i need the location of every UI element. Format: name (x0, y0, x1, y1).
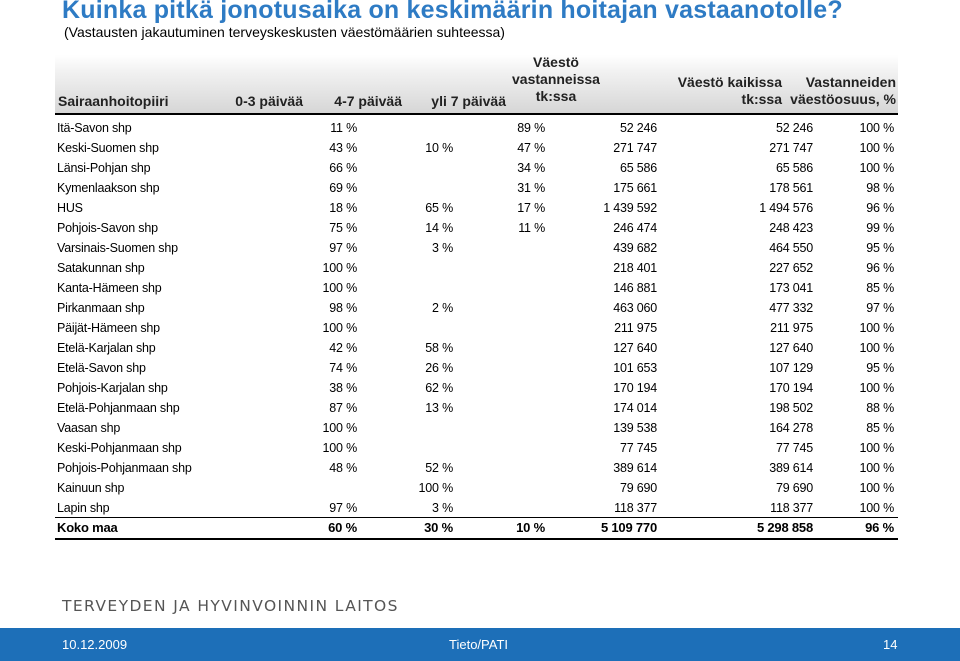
table-bottom-border (55, 538, 898, 540)
cell-vaestoosuus: 98 % (866, 181, 894, 195)
table-row (55, 218, 898, 238)
cell-vaesto-vastanneissa: 101 653 (613, 361, 657, 375)
cell-vaesto-kaikissa: 127 640 (769, 341, 813, 355)
cell-0-3-paivaa: 42 % (329, 341, 357, 355)
header-sairaanhoitopiiri: Sairaanhoitopiiri (58, 93, 169, 109)
footer-page-number: 14 (883, 637, 898, 652)
cell-0-3-paivaa: 43 % (329, 141, 357, 155)
cell-0-3-paivaa: 97 % (329, 501, 357, 515)
cell-vaesto-vastanneissa: 65 586 (619, 161, 657, 175)
cell-vaestoosuus: 100 % (859, 141, 894, 155)
cell-vaesto-kaikissa: 389 614 (769, 461, 813, 475)
footer-date: 10.12.2009 (62, 637, 128, 652)
table-row (55, 278, 898, 298)
table-row (55, 458, 898, 478)
table-row (55, 138, 898, 158)
cell-sairaanhoitopiiri: Vaasan shp (57, 421, 121, 435)
header-0-3-paivaa: 0-3 päivää (235, 93, 303, 109)
cell-vaestoosuus: 99 % (866, 221, 894, 235)
table-body (55, 118, 898, 518)
total-row (55, 518, 898, 538)
cell-vaesto-kaikissa: 173 041 (769, 281, 813, 295)
table-row (55, 318, 898, 338)
table-row (55, 438, 898, 458)
cell-0-3-paivaa: 100 % (322, 421, 357, 435)
cell-sairaanhoitopiiri: Lapin shp (57, 501, 110, 515)
cell-vaesto-vastanneissa: 439 682 (613, 241, 657, 255)
cell-yli-7-paivaa: 34 % (517, 161, 545, 175)
header-4-7-paivaa: 4-7 päivää (334, 93, 402, 109)
cell-4-7-paivaa: 10 % (425, 141, 453, 155)
cell-vaesto-kaikissa: 79 690 (775, 481, 813, 495)
table-row (55, 258, 898, 278)
cell-vaesto-kaikissa: 1 494 576 (759, 201, 813, 215)
cell-0-3-paivaa: 74 % (329, 361, 357, 375)
footer-bar (0, 628, 960, 661)
cell-vaestoosuus: 100 % (859, 321, 894, 335)
table-row (55, 238, 898, 258)
cell-sairaanhoitopiiri: Pohjois-Pohjanmaan shp (57, 461, 192, 475)
cell-sairaanhoitopiiri: Pohjois-Savon shp (57, 221, 158, 235)
cell-vaesto-vastanneissa: 271 747 (613, 141, 657, 155)
cell-vaesto-kaikissa: 52 246 (775, 121, 813, 135)
total-vaesto-kaikissa: 5 298 858 (756, 520, 813, 535)
cell-vaesto-kaikissa: 107 129 (769, 361, 813, 375)
cell-vaesto-kaikissa: 227 652 (769, 261, 813, 275)
table-row (55, 498, 898, 518)
cell-yli-7-paivaa: 17 % (517, 201, 545, 215)
cell-0-3-paivaa: 97 % (329, 241, 357, 255)
cell-0-3-paivaa: 11 % (330, 121, 357, 135)
cell-vaestoosuus: 88 % (866, 401, 894, 415)
cell-vaesto-vastanneissa: 463 060 (613, 301, 657, 315)
cell-vaestoosuus: 100 % (859, 161, 894, 175)
total-vaestoosuus: 96 % (865, 520, 894, 535)
cell-vaesto-kaikissa: 248 423 (769, 221, 813, 235)
table-row (55, 358, 898, 378)
cell-vaestoosuus: 100 % (859, 501, 894, 515)
cell-4-7-paivaa: 13 % (425, 401, 453, 415)
cell-0-3-paivaa: 100 % (322, 321, 357, 335)
cell-vaestoosuus: 85 % (866, 281, 894, 295)
cell-vaesto-vastanneissa: 175 661 (613, 181, 657, 195)
cell-4-7-paivaa: 65 % (425, 201, 453, 215)
total-yli-7: 10 % (516, 520, 545, 535)
total-4-7: 30 % (424, 520, 453, 535)
table-row (55, 198, 898, 218)
cell-yli-7-paivaa: 89 % (517, 121, 545, 135)
cell-4-7-paivaa: 52 % (425, 461, 453, 475)
cell-4-7-paivaa: 100 % (418, 481, 453, 495)
cell-vaestoosuus: 100 % (859, 121, 894, 135)
cell-sairaanhoitopiiri: Etelä-Savon shp (57, 361, 146, 375)
table-row (55, 158, 898, 178)
cell-vaesto-vastanneissa: 77 745 (619, 441, 657, 455)
cell-vaestoosuus: 95 % (866, 241, 894, 255)
cell-vaesto-vastanneissa: 127 640 (613, 341, 657, 355)
table-row (55, 298, 898, 318)
table-row (55, 338, 898, 358)
cell-vaesto-kaikissa: 118 377 (770, 501, 813, 515)
cell-0-3-paivaa: 98 % (329, 301, 357, 315)
cell-0-3-paivaa: 66 % (329, 161, 357, 175)
cell-vaesto-vastanneissa: 170 194 (613, 381, 657, 395)
cell-sairaanhoitopiiri: Länsi-Pohjan shp (57, 161, 151, 175)
cell-vaesto-kaikissa: 170 194 (769, 381, 813, 395)
cell-4-7-paivaa: 14 % (425, 221, 453, 235)
cell-0-3-paivaa: 38 % (329, 381, 357, 395)
page-title: Kuinka pitkä jonotusaika on keskimäärin hoitajan vastaanotolle? (62, 0, 843, 24)
cell-sairaanhoitopiiri: HUS (57, 201, 83, 215)
cell-vaesto-vastanneissa: 389 614 (613, 461, 657, 475)
table-row (55, 118, 898, 138)
cell-vaesto-kaikissa: 271 747 (769, 141, 813, 155)
cell-sairaanhoitopiiri: Kymenlaakson shp (57, 181, 160, 195)
cell-4-7-paivaa: 2 % (432, 301, 453, 315)
cell-vaesto-vastanneissa: 174 014 (613, 401, 657, 415)
cell-0-3-paivaa: 100 % (322, 281, 357, 295)
cell-sairaanhoitopiiri: Kanta-Hämeen shp (57, 281, 162, 295)
cell-4-7-paivaa: 26 % (425, 361, 453, 375)
total-name: Koko maa (57, 520, 118, 535)
cell-yli-7-paivaa: 47 % (517, 141, 545, 155)
cell-sairaanhoitopiiri: Päijät-Hämeen shp (57, 321, 160, 335)
page-subtitle: (Vastausten jakautuminen terveyskeskusten väestömäärien suhteessa) (64, 24, 505, 40)
table-row (55, 178, 898, 198)
cell-vaesto-kaikissa: 464 550 (769, 241, 813, 255)
cell-4-7-paivaa: 62 % (425, 381, 453, 395)
table-row (55, 398, 898, 418)
cell-sairaanhoitopiiri: Keski-Suomen shp (57, 141, 159, 155)
cell-vaestoosuus: 97 % (866, 301, 894, 315)
cell-0-3-paivaa: 75 % (329, 221, 357, 235)
cell-0-3-paivaa: 87 % (329, 401, 357, 415)
cell-vaesto-vastanneissa: 79 690 (619, 481, 657, 495)
cell-0-3-paivaa: 69 % (329, 181, 357, 195)
header-yli-7-paivaa: yli 7 päivää (431, 93, 506, 109)
cell-sairaanhoitopiiri: Pohjois-Karjalan shp (57, 381, 168, 395)
header-divider (55, 113, 898, 115)
cell-4-7-paivaa: 58 % (425, 341, 453, 355)
cell-vaestoosuus: 100 % (859, 341, 894, 355)
cell-sairaanhoitopiiri: Varsinais-Suomen shp (57, 241, 178, 255)
cell-0-3-paivaa: 100 % (322, 261, 357, 275)
cell-0-3-paivaa: 100 % (322, 441, 357, 455)
cell-vaesto-vastanneissa: 52 246 (619, 121, 657, 135)
cell-sairaanhoitopiiri: Itä-Savon shp (57, 121, 132, 135)
cell-yli-7-paivaa: 31 % (517, 181, 545, 195)
table-row (55, 378, 898, 398)
cell-vaesto-vastanneissa: 139 538 (613, 421, 657, 435)
cell-sairaanhoitopiiri: Kainuun shp (57, 481, 125, 495)
cell-0-3-paivaa: 18 % (329, 201, 357, 215)
thl-logo-text: TERVEYDEN JA HYVINVOINNIN LAITOS (62, 597, 399, 615)
table-row (55, 418, 898, 438)
cell-vaesto-kaikissa: 164 278 (769, 421, 813, 435)
cell-sairaanhoitopiiri: Keski-Pohjanmaan shp (57, 441, 182, 455)
cell-vaesto-vastanneissa: 118 377 (614, 501, 657, 515)
table-row (55, 478, 898, 498)
cell-vaesto-kaikissa: 211 975 (770, 321, 813, 335)
cell-vaesto-vastanneissa: 218 401 (613, 261, 657, 275)
cell-vaesto-vastanneissa: 1 439 592 (603, 201, 657, 215)
cell-sairaanhoitopiiri: Etelä-Karjalan shp (57, 341, 156, 355)
cell-vaesto-kaikissa: 65 586 (775, 161, 813, 175)
cell-sairaanhoitopiiri: Etelä-Pohjanmaan shp (57, 401, 180, 415)
cell-vaesto-kaikissa: 178 561 (769, 181, 813, 195)
cell-vaestoosuus: 85 % (866, 421, 894, 435)
cell-vaesto-kaikissa: 198 502 (769, 401, 813, 415)
cell-vaesto-kaikissa: 77 745 (775, 441, 813, 455)
header-vaesto-vastanneissa: Väestö vastanneissa tk:ssa (512, 54, 600, 104)
cell-4-7-paivaa: 3 % (432, 501, 453, 515)
total-vaesto-vastanneissa: 5 109 770 (600, 520, 657, 535)
cell-vaesto-kaikissa: 477 332 (769, 301, 813, 315)
cell-0-3-paivaa: 48 % (329, 461, 357, 475)
cell-vaestoosuus: 100 % (859, 441, 894, 455)
cell-vaestoosuus: 95 % (866, 361, 894, 375)
footer-source: Tieto/PATI (449, 637, 508, 652)
cell-vaestoosuus: 100 % (859, 461, 894, 475)
header-vastanneiden-vaestoosuus: Vastanneiden väestöosuus, % (790, 74, 896, 107)
header-vaesto-kaikissa: Väestö kaikissa tk:ssa (677, 74, 782, 107)
cell-yli-7-paivaa: 11 % (518, 221, 545, 235)
cell-sairaanhoitopiiri: Pirkanmaan shp (57, 301, 145, 315)
cell-vaesto-vastanneissa: 146 881 (613, 281, 657, 295)
cell-vaesto-vastanneissa: 246 474 (613, 221, 657, 235)
total-0-3: 60 % (328, 520, 357, 535)
cell-vaestoosuus: 96 % (866, 201, 894, 215)
cell-vaestoosuus: 100 % (859, 381, 894, 395)
cell-4-7-paivaa: 3 % (432, 241, 453, 255)
cell-vaestoosuus: 96 % (866, 261, 894, 275)
cell-vaestoosuus: 100 % (859, 481, 894, 495)
cell-vaesto-vastanneissa: 211 975 (614, 321, 657, 335)
cell-sairaanhoitopiiri: Satakunnan shp (57, 261, 145, 275)
